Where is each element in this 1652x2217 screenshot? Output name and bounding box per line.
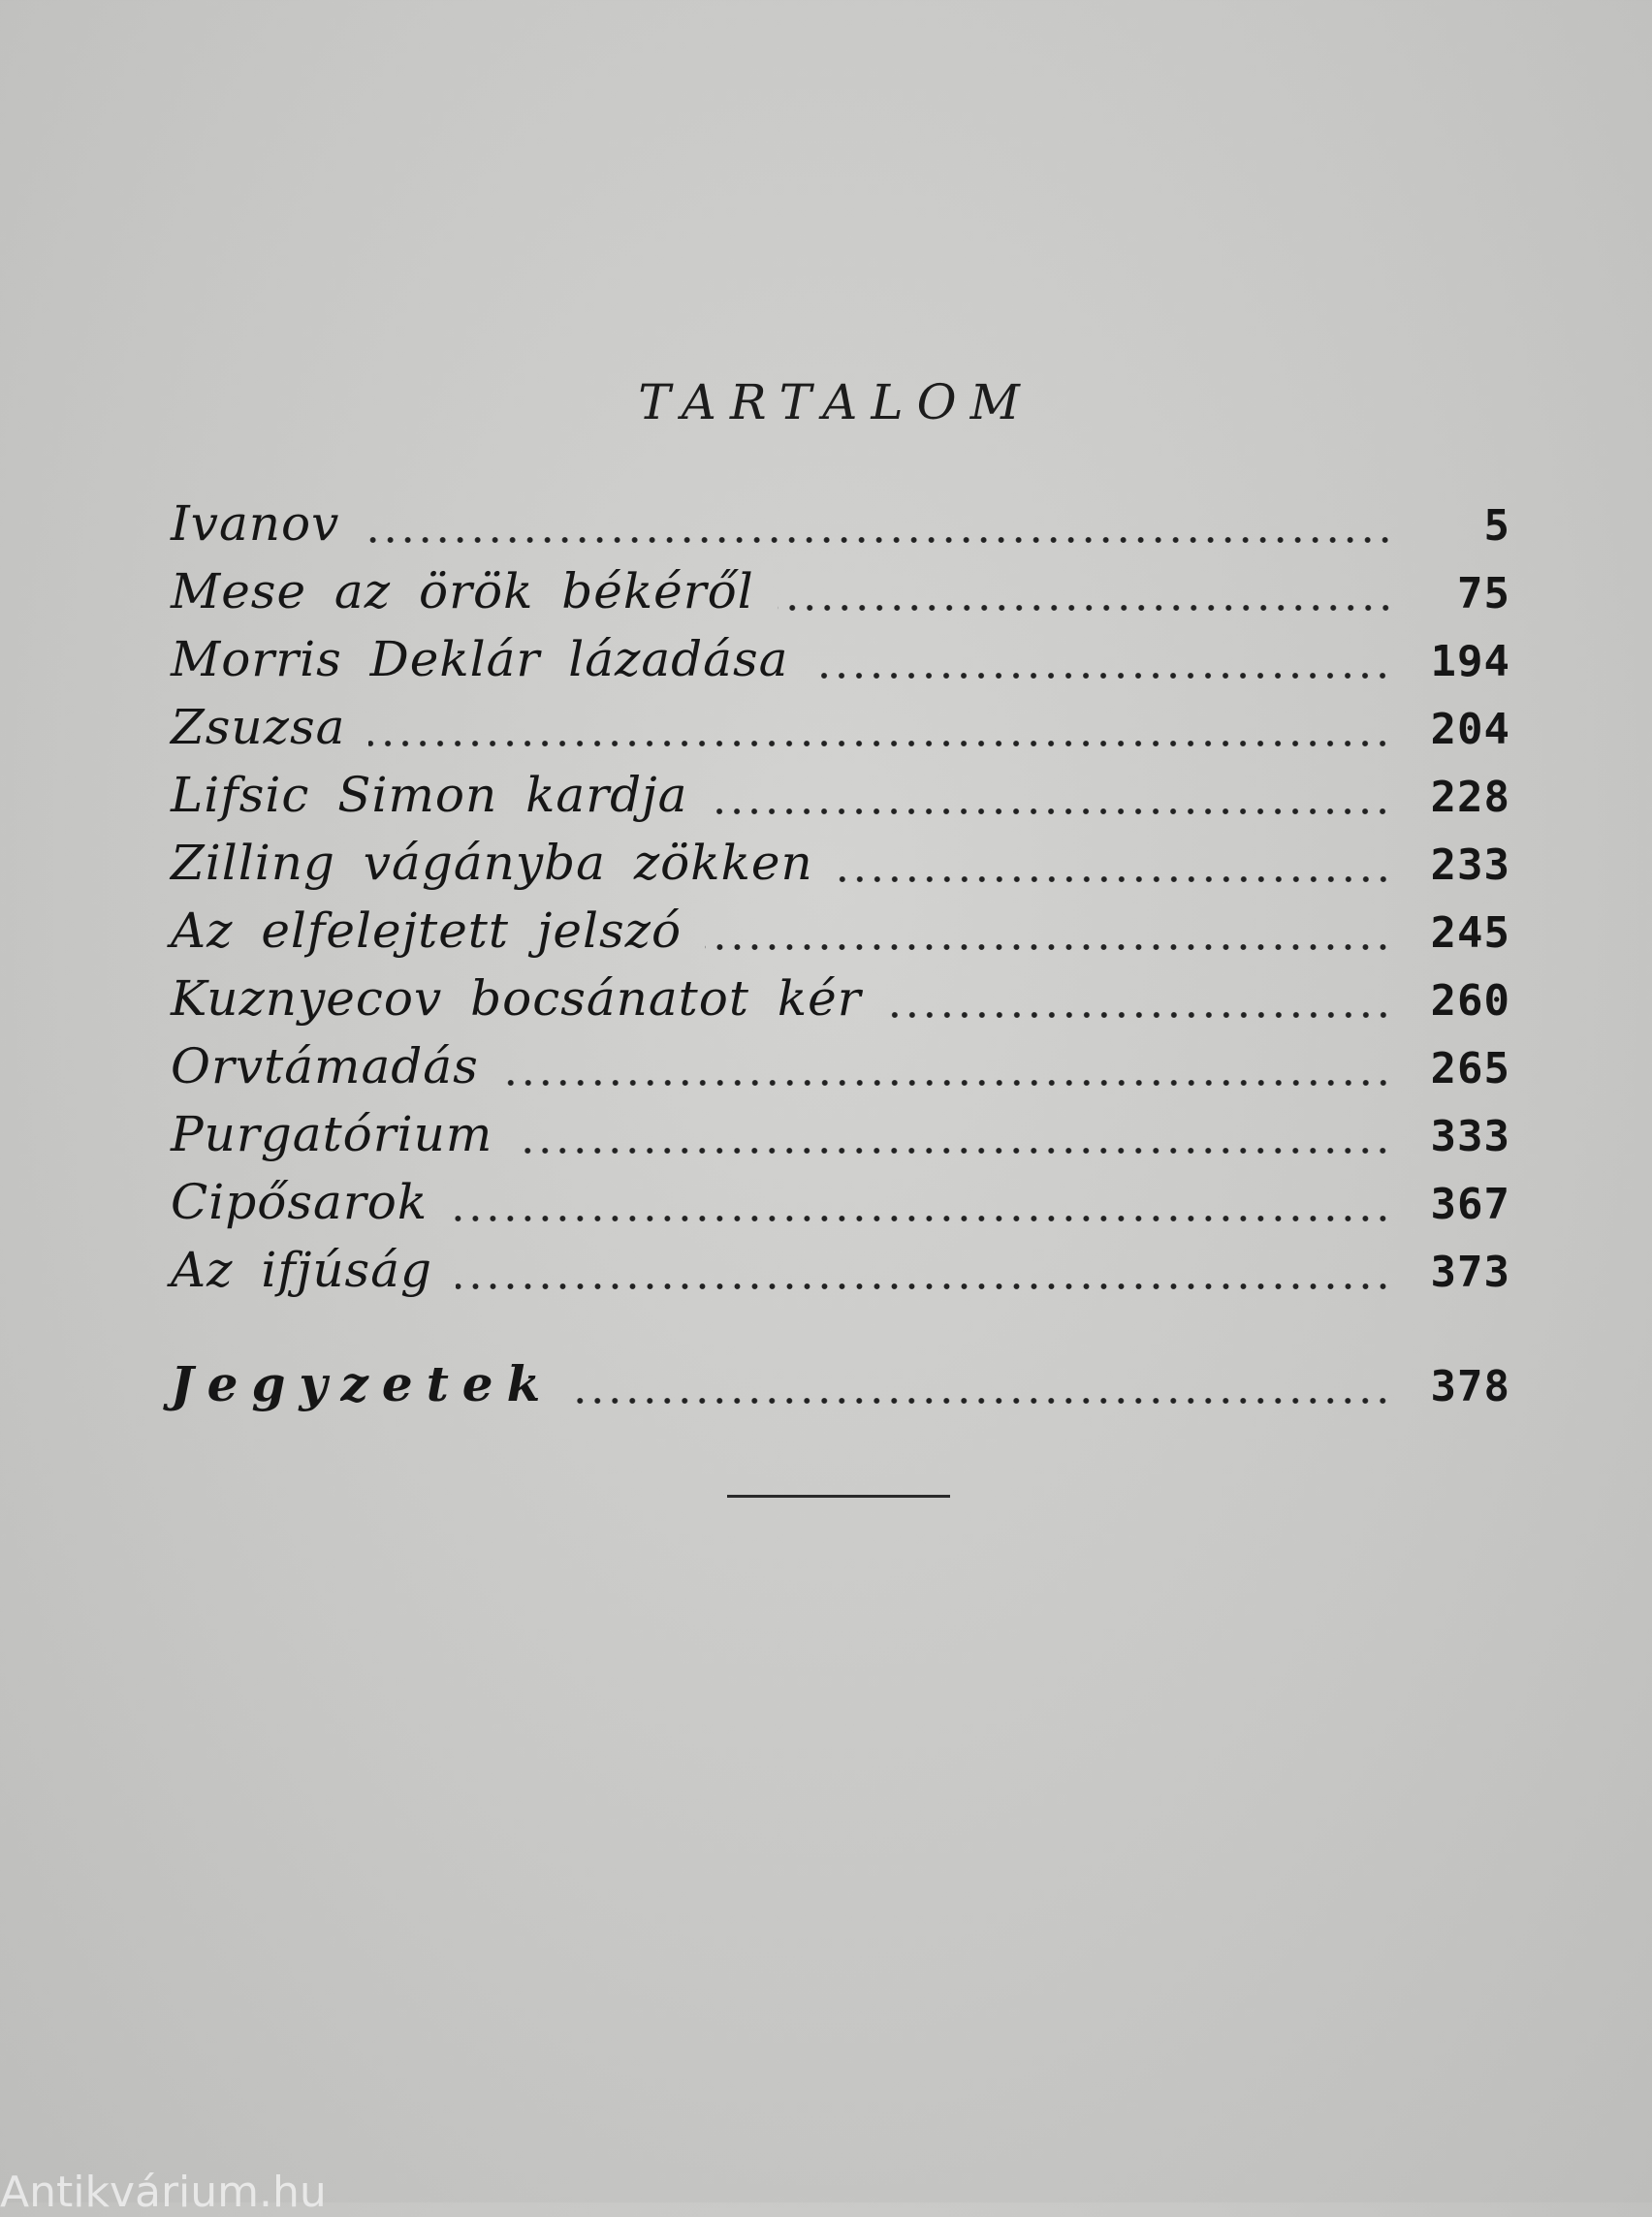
closing-rule [727,1495,950,1498]
toc-entry-title: Purgatórium [171,1106,493,1162]
toc-entry-page: 260 [1430,976,1510,1026]
toc-entry-page: 75 [1457,569,1510,618]
dot-leader [363,532,1394,548]
toc-entry-title: Morris Deklár lázadása [171,631,789,687]
dot-leader [705,939,1391,955]
table-of-contents [171,490,1510,1418]
dot-leader [885,1007,1392,1023]
toc-entry [171,557,1510,625]
toc-entry-page: 333 [1430,1112,1510,1161]
toc-entry [171,625,1510,693]
toc-entry-title: Az elfelejtett jelszó [171,903,683,959]
page-title: TARTALOM [638,374,1033,430]
toc-entry-title: Orvtámadás [171,1038,479,1094]
toc-entry-title: Ivanov [171,495,340,552]
notes-title: Jegyzetek [171,1355,555,1412]
dot-leader [711,804,1391,819]
dot-leader [451,1211,1391,1226]
toc-entry-page: 245 [1430,908,1510,958]
dot-leader [516,1143,1391,1158]
toc-entry-page: 265 [1430,1044,1510,1093]
toc-entry-title: Cipősarok [171,1174,429,1230]
dot-leader [837,871,1392,887]
toc-entry-page: 233 [1430,840,1510,890]
dot-leader [577,1393,1391,1409]
toc-entry-title: Lifsic Simon kardja [171,767,688,823]
toc-entry [171,829,1510,897]
toc-entry-page: 194 [1430,637,1510,686]
dot-leader [778,600,1394,616]
toc-entry-page: 204 [1430,705,1510,754]
toc-entry [171,693,1510,761]
toc-entry [171,965,1510,1032]
watermark: Antikvárium.hu [0,2168,327,2217]
toc-entry-page: 228 [1430,773,1510,822]
dot-leader [368,736,1391,751]
toc-entry-title: Zsuzsa [171,699,346,755]
toc-entry [171,761,1510,829]
toc-entry-page: 5 [1483,501,1510,551]
toc-entry [171,490,1510,557]
dot-leader [811,668,1391,683]
toc-entry [171,1168,1510,1236]
dot-leader [456,1279,1391,1294]
toc-entry [171,1100,1510,1168]
toc-notes-entry [171,1350,1510,1418]
toc-entry-title: Kuznyecov bocsánatot kér [171,970,862,1027]
toc-entry-page: 367 [1430,1180,1510,1229]
toc-entry-title: Az ifjúság [171,1242,433,1298]
toc-entry-page: 373 [1430,1248,1510,1297]
toc-entry-title: Mese az örök békéről [171,563,754,619]
dot-leader [502,1075,1392,1091]
toc-entry [171,1236,1510,1304]
notes-page: 378 [1430,1362,1510,1411]
toc-entry [171,1032,1510,1100]
toc-entry [171,897,1510,965]
toc-entry-title: Zilling vágányba zökken [171,835,813,891]
